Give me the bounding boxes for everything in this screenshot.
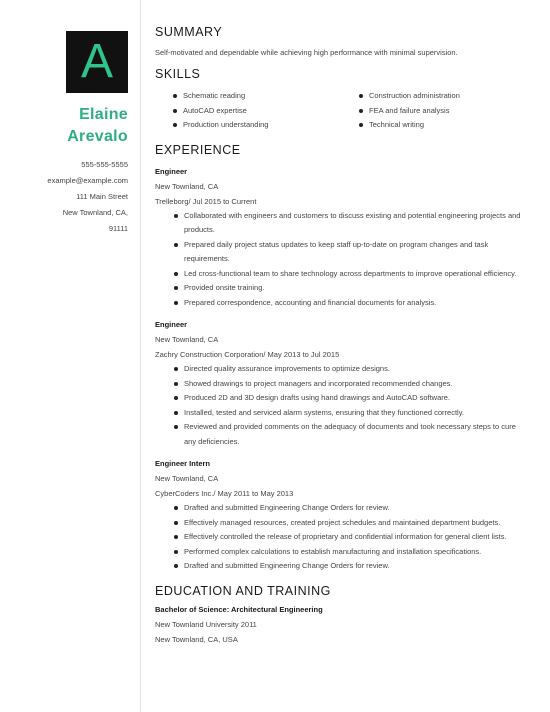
sidebar — [0, 0, 140, 712]
school-year: New Townland University 2011 — [155, 619, 257, 629]
last-name: Arevalo — [67, 128, 128, 145]
skill-item: Technical writing — [341, 118, 527, 133]
skill-item: AutoCAD expertise — [155, 104, 341, 119]
degree: Bachelor of Science: Architectural Engineering — [155, 604, 323, 614]
duty-item: Prepared daily project status updates to keep staff up-to-date on program changes and task requirements. — [155, 238, 527, 267]
skill-item: Construction administration — [341, 89, 527, 104]
job-duties — [155, 209, 527, 311]
duty-item: Drafted and submitted Engineering Change Orders for review. — [155, 559, 527, 574]
job-title: Engineer Intern — [155, 459, 211, 468]
job-entry — [155, 318, 527, 449]
main-content — [155, 25, 527, 647]
job-entry — [155, 457, 527, 574]
skill-item: FEA and failure analysis — [341, 104, 527, 119]
experience-section — [155, 143, 527, 574]
contact-info — [0, 157, 128, 237]
sidebar-divider — [140, 0, 141, 712]
skills-column-right — [341, 89, 527, 133]
zip-code: 91111 — [108, 224, 128, 233]
duty-item: Reviewed and provided comments on the adequacy of documents and took necessary steps to cure any deficiencies. — [155, 420, 527, 449]
city-state: New Townland, CA, — [62, 208, 128, 217]
duty-item: Produced 2D and 3D design drafts using hand drawings and AutoCAD software. — [155, 391, 527, 406]
phone: 555-555-5555 — [81, 160, 128, 169]
skills-list — [155, 89, 527, 133]
education-heading: EDUCATION AND TRAINING — [155, 583, 331, 598]
duty-item: Effectively managed resources, created project schedules and maintained department budgets. — [155, 516, 527, 531]
job-company-dates: CyberCoders Inc./ May 2011 to May 2013 — [155, 489, 294, 498]
skill-item: Schematic reading — [155, 89, 341, 104]
job-location: New Townland, CA — [155, 474, 219, 483]
duty-item: Showed drawings to project managers and incorporated recommended changes. — [155, 377, 527, 392]
duty-item: Directed quality assurance improvements to optimize designs. — [155, 362, 527, 377]
summary-text: Self-motivated and dependable while achieving high performance with minimal supervision. — [155, 48, 458, 57]
job-company-dates: Zachry Construction Corporation/ May 2013 to Jul 2015 — [155, 350, 340, 359]
school-location: New Townland, CA, USA — [155, 634, 238, 644]
duty-item: Provided onsite training. — [155, 281, 527, 296]
duty-item: Prepared correspondence, accounting and financial documents for analysis. — [155, 296, 527, 311]
first-name: Elaine — [79, 106, 128, 123]
job-company-dates: Trelleborg/ Jul 2015 to Current — [155, 196, 257, 206]
skills-heading: SKILLS — [155, 67, 201, 81]
duty-item: Collaborated with engineers and customers to discuss existing and potential engineering projects and products. — [155, 209, 527, 238]
skills-section — [155, 67, 527, 133]
experience-heading: EXPERIENCE — [155, 142, 241, 157]
duty-item: Effectively controlled the release of proprietary and confidential information for general client lists. — [155, 530, 527, 545]
education-section — [155, 584, 527, 647]
summary-heading: SUMMARY — [155, 25, 223, 39]
job-title: Engineer — [155, 166, 188, 176]
duty-item: Performed complex calculations to establish manufacturing and installation specifications. — [155, 545, 527, 560]
job-title: Engineer — [155, 320, 188, 329]
skill-item: Production understanding — [155, 118, 341, 133]
street-address: 111 Main Street — [76, 192, 128, 201]
job-entry — [155, 165, 527, 311]
duty-item: Installed, tested and serviced alarm systems, ensuring that they functioned correctly. — [155, 406, 527, 421]
job-duties — [155, 362, 527, 449]
skills-column-left — [155, 89, 341, 133]
email: example@example.com — [47, 176, 128, 185]
job-location: New Townland, CA — [155, 335, 219, 344]
job-duties — [155, 501, 527, 574]
duty-item: Led cross-functional team to share technology across departments to improve operational efficiency. — [155, 267, 527, 282]
duty-item: Drafted and submitted Engineering Change Orders for review. — [155, 501, 527, 516]
job-location: New Townland, CA — [155, 181, 219, 191]
monogram-logo: A — [66, 31, 128, 93]
